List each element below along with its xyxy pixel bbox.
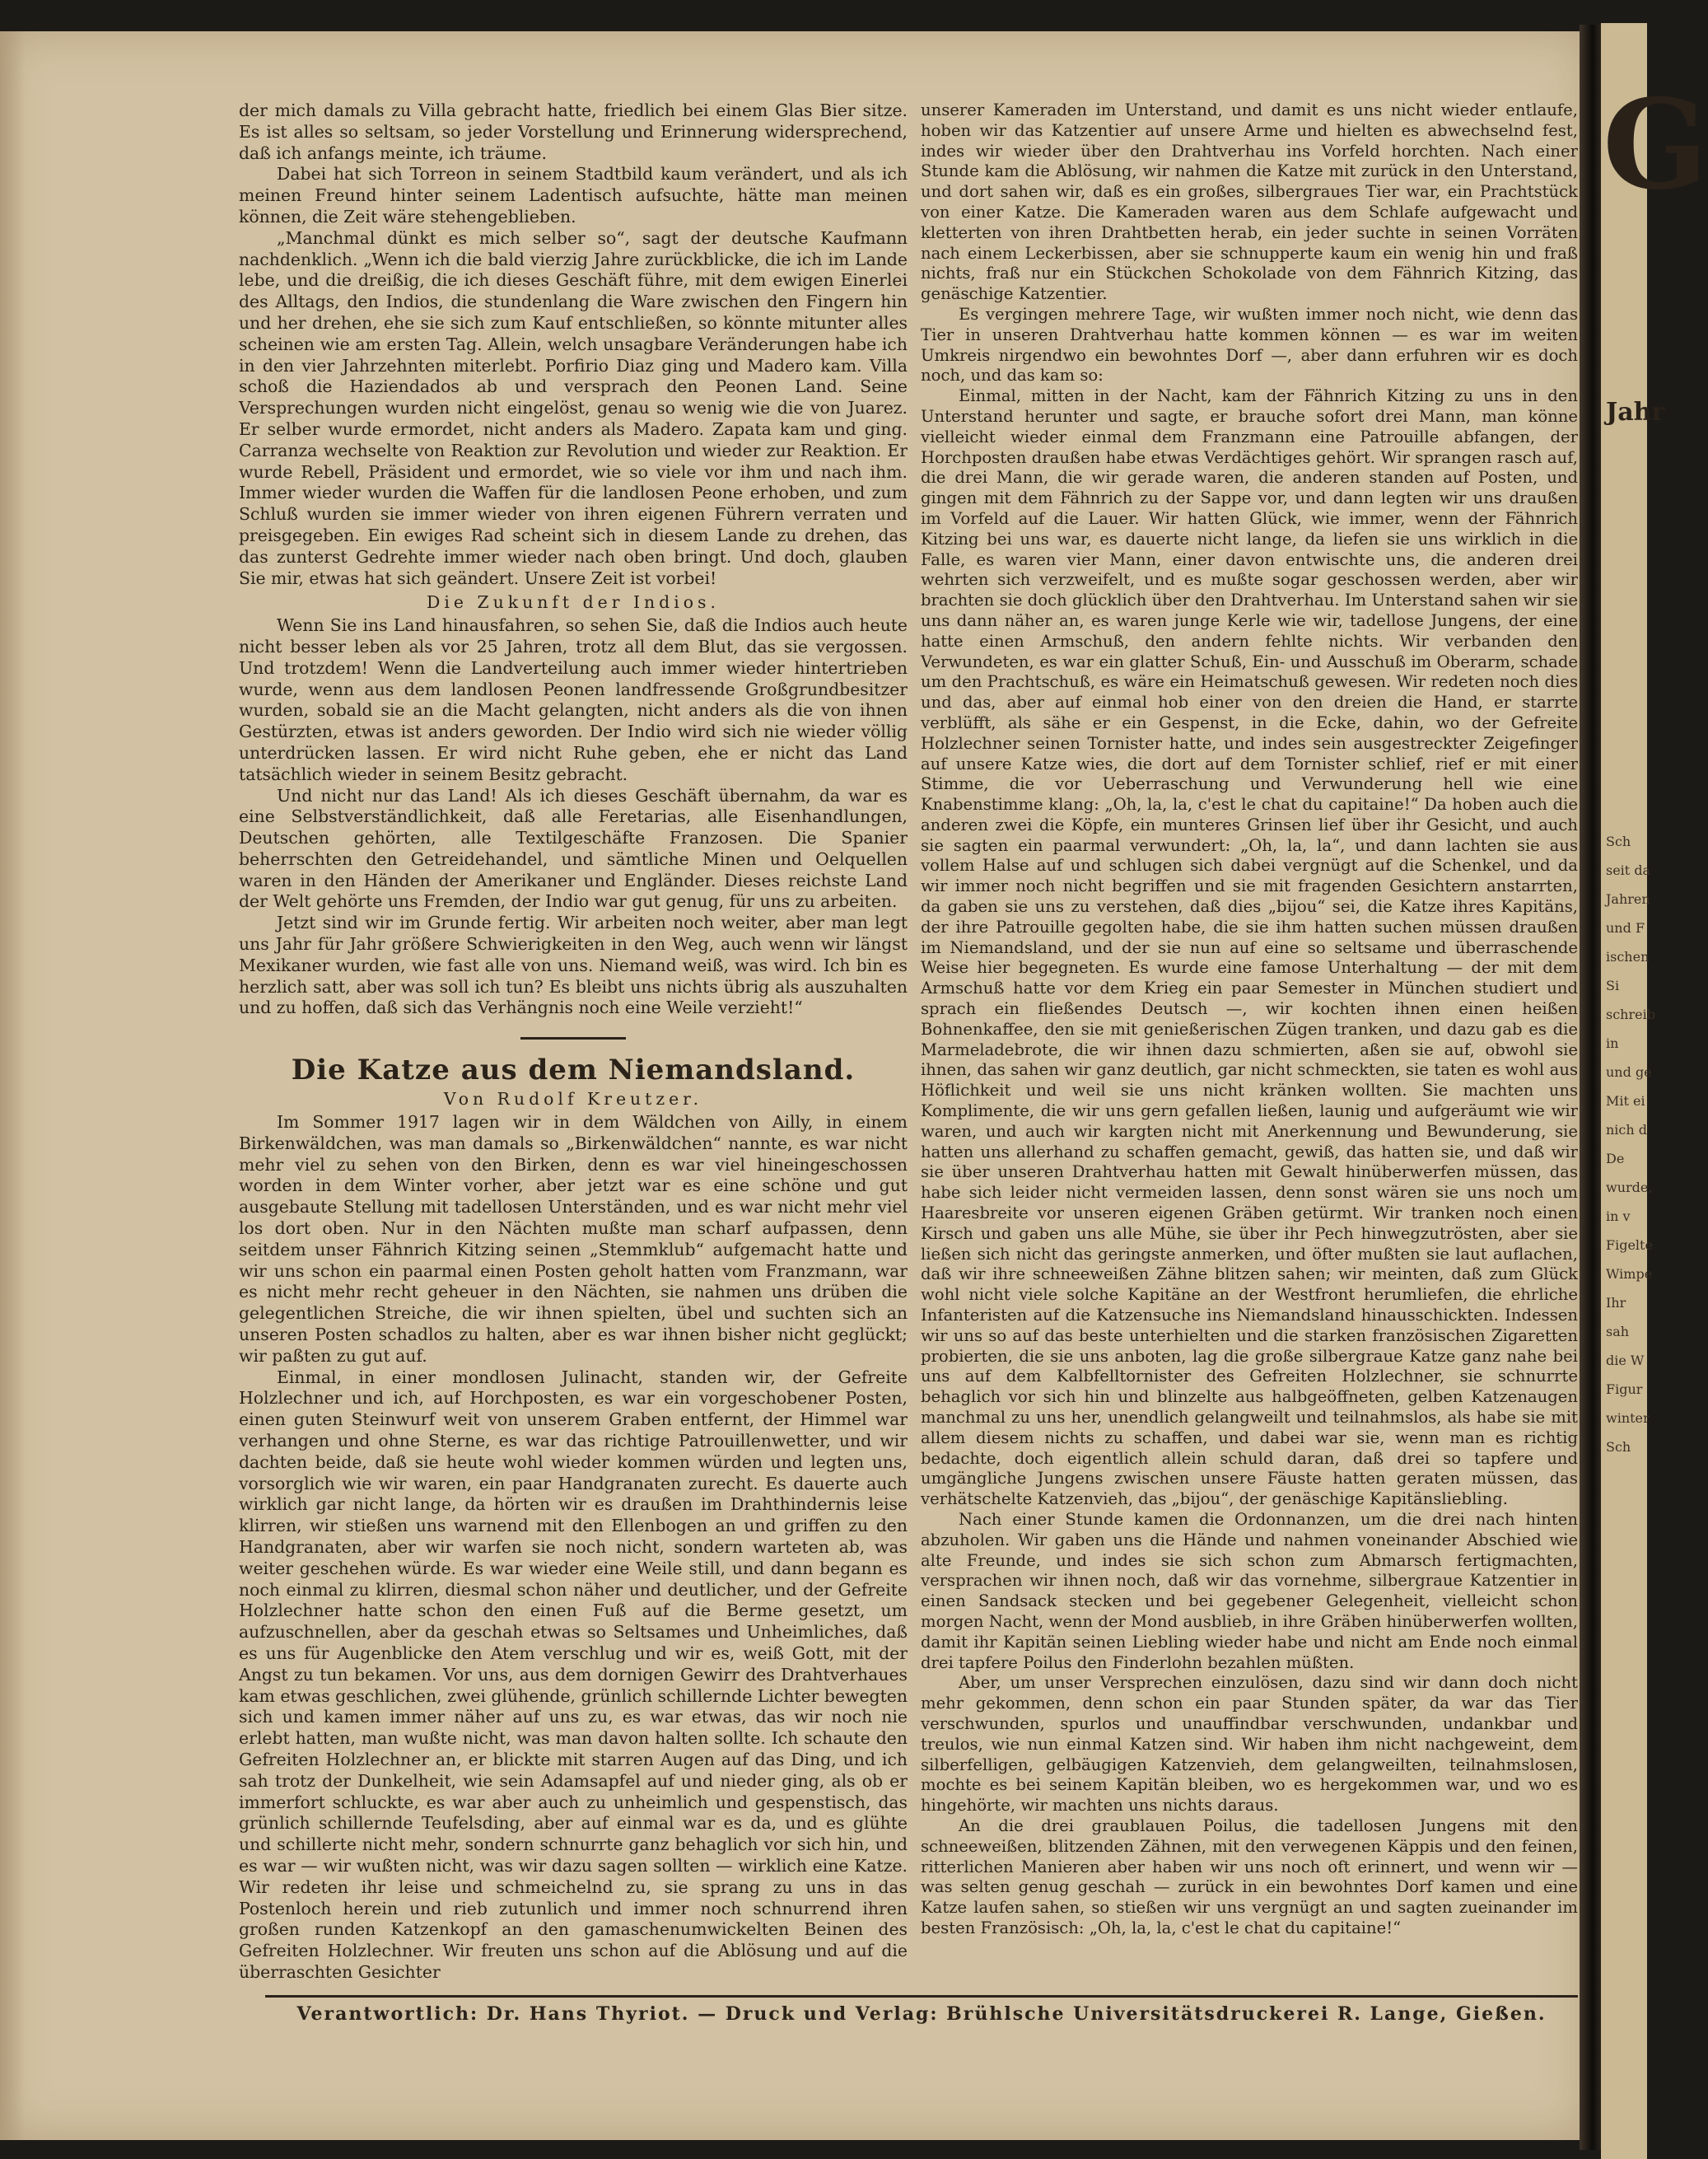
story-byline: Von Rudolf Kreutzer. <box>443 1089 703 1110</box>
footer-rule <box>265 1995 1578 1998</box>
adjacent-page-line: Wimpe <box>1606 1266 1653 1282</box>
paragraph: Im Sommer 1917 lagen wir in dem Wäldchen von Ailly, in einem Birkenwäldchen, was man damals so „Birkenwäldchen“ nannte, es war nicht mehr viel zu sehen von den Birken, denn es war viel hineingeschossen worden in dem Winter vorher, aber jetzt war es eine schöne und gut ausgebaute Stellung mit tadellosen Unterständen, und es war nicht mehr viel los dort oben. Nur in den Nächten mußte man scharf aufpassen, denn seitdem unser Fähnrich Kitzing seinen „Stemmklub“ aufgemacht hatte und wir uns schon ein paarmal einen Posten geholt hatten vom Franzmann, war es nicht mehr recht geheuer in den Nächten, sie nahmen uns drüben die gelegentlichen Streiche, die wir ihnen spielten, übel und suchten sich an unseren Posten schadlos zu halten, aber es war ihnen bisher nicht geglückt; wir paßten zu gut auf. <box>239 1112 908 1366</box>
story-body-continuation <box>921 100 1578 1939</box>
adjacent-page-line: Sch <box>1606 1439 1631 1455</box>
paragraph: Nach einer Stunde kamen die Ordonnanzen, um die drei nach hinten abzuholen. Wir gaben uns die Hände und nahmen voneinander Abschied wie alte Freunde, und indes sie sich schon zum Abmarsch fertigmachten, versprachen wir ihnen noch, daß wir das vornehme, silbergraue Katzentier in einen Sandsack stecken und bei gegebener Gelegenheit, vielleicht schon morgen Nacht, wenn der Mond ausblieb, in ihre Gräben hinüberwerfen wollten, damit ihr Kapitän seinen Liebling wieder habe und nicht am Ende noch einmal drei tapfere Poilus den Finderlohn bezahlen müßten. <box>921 1509 1578 1672</box>
adjacent-page-line: und ge <box>1606 1064 1652 1080</box>
adjacent-page-line: Sch <box>1606 834 1631 849</box>
paragraph: Einmal, in einer mondlosen Julinacht, standen wir, der Gefreite Holzlechner und ich, auf Horchposten, es war ein vorgeschobener Posten, einen guten Steinwurf weit von unserem Graben entfernt, der Himmel war verhangen und ohne Sterne, es war das richtige Patrouillenwetter, und wir dachten beide, daß sie heute wohl wieder kommen würden und legten uns, vorsorglich wie wir waren, ein paar Handgranaten zurecht. Es dauerte auch wirklich gar nicht lange, da hörten wir es draußen im Drahthindernis leise klirren, wir stießen uns warnend mit den Ellenbogen an und griffen zu den Handgranaten, aber wir warfen sie noch nicht, sondern warteten ab, was weiter geschehen würde. Es war wieder eine Weile still, und dann begann es noch einmal zu klirren, diesmal schon näher und deutlicher, und der Gefreite Holzlechner hatte schon den einen Fuß auf die Berme gesetzt, um aufzuschnellen, aber da geschah etwas so Seltsames und Unheimliches, daß es uns für Augenblicke den Atem verschlug und wir es, weiß Gott, mit der Angst zu tun bekamen. Vor uns, aus dem dornigen Gewirr des Drahtverhaues kam etwas geschlichen, zwei glühende, grünlich schillernde Lichter bewegten sich und kamen immer näher auf uns zu, es war etwas, das wir noch nie erlebt hatten, man wußte nicht, was man davon halten sollte. Ich schaute den Gefreiten Holzlechner an, er blickte mit starren Augen auf das Ding, und ich sah trotz der Dunkelheit, wie sein Adamsapfel auf und nieder ging, als ob er immerfort schluckte, es war aber auch zu unheimlich und gespenstisch, das grünlich schillernde Teufelsding, aber auf einmal war es da, und es glühte und schillerte nicht mehr, sondern schnurrte ganz behaglich vor sich hin, und es war — wir wußten nicht, was wir dazu sagen sollten — wirklich eine Katze. Wir redeten ihr leise und schmeichelnd zu, sie sprang zu uns in das Postenloch herein und rieb zutunlich und immer noch schnurrend ihren großen runden Katzenkopf an den gamaschenumwickelten Beinen des Gefreiten Holzlechner. Wir freuten uns schon auf die Ablösung und auf die überraschten Gesichter <box>239 1367 908 1982</box>
adjacent-page-line: sah <box>1606 1324 1630 1339</box>
paragraph: Jetzt sind wir im Grunde fertig. Wir arbeiten noch weiter, aber man legt uns Jahr für Jahr größere Schwierigkeiten in den Weg, auch wenn wir längst Mexikaner wurden, wie fast alle von uns. Niemand weiß, was wird. Ich bin es herzlich satt, aber was soll ich tun? Es bleibt uns nichts übrig als auszuhalten und zu hoffen, daß sich das Verhängnis noch eine Weile verzieht!“ <box>239 913 908 1018</box>
mexico-article-section <box>239 615 908 1019</box>
adjacent-page-line: Figelte <box>1606 1237 1653 1253</box>
paragraph: der mich damals zu Villa gebracht hatte, friedlich bei einem Glas Bier sitze. Es ist alles so seltsam, so jeder Vorstellung und Erinnerung widersprechend, daß ich anfangs meinte, ich träume. <box>239 100 908 163</box>
binding-spine <box>1580 25 1601 2150</box>
adjacent-page-masthead-glyph: G <box>1603 72 1708 217</box>
section-subheading: Die Zukunft der Indios. <box>427 592 720 613</box>
paragraph: Es vergingen mehrere Tage, wir wußten immer noch nicht, wie denn das Tier in unseren Drahtverhau hatte kommen können — es war im weiten Umkreis nirgendwo ein bewohntes Dorf —, aber dann erfuhren wir es doch noch, und das kam so: <box>921 304 1578 386</box>
adjacent-page-line: die W <box>1606 1353 1645 1368</box>
paragraph: „Manchmal dünkt es mich selber so“, sagt der deutsche Kaufmann nachdenklich. „Wenn ich die bald vierzig Jahre zurückblicke, die ich im Lande lebe, und die dreißig, die ich dieses Geschäft führe, mit dem ewigen Einerlei des Alltags, den Indios, die stundenlang die Ware zwischen den Fingern hin und her drehen, ehe sie sich zum Kauf entschließen, so könnte mitunter alles scheinen wie am ersten Tag. Allein, welch unsagbare Veränderungen habe ich in den vier Jahrzehnten miterlebt. Porfirio Diaz ging und Madero kam. Villa schoß die Haziendados ab und versprach den Peonen Land. Seine Versprechungen wurden nicht eingelöst, genau so wenig wie die von Juarez. Er selber wurde ermordet, nicht anders als Madero. Zapata kam und ging. Carranza wechselte von Reaktion zur Revolution und wieder zur Reaktion. Er wurde Rebell, Präsident und ermordet, wie so viele vor ihm und nach ihm. Immer wieder wurden die Waffen für die landlosen Peone erhoben, und zum Schluß wurden sie immer wieder von ihren eigenen Führern verraten und preisgegeben. Ein ewiges Rad scheint sich in diesem Lande zu drehen, das das zunterst Gedrehte immer wieder nach oben bringt. Und doch, glauben Sie mir, etwas hat sich geändert. Unsere Zeit ist vorbei! <box>239 227 908 588</box>
paragraph: unserer Kameraden im Unterstand, und damit es uns nicht wieder entlaufe, hoben wir das Katzentier auf unsere Arme und hielten es abwechselnd fest, indes wir wieder über den Drahtverhau ins Vorfeld horchten. Nach einer Stunde kam die Ablösung, wir nahmen die Katze mit zurück in den Unterstand, und dort sahen wir, daß es ein großes, silbergraues Tier war, ein Prachtstück von einer Katze. Die Kameraden waren aus dem Schlafe aufgewacht und kletterten von ihren Drahtbetten herab, ein jeder suchte in seinen Vorräten nach einem Leckerbissen, aber sie schnupperte kaum ein wenig hin und fraß nichts, fraß nur ein Stückchen Schokolade von dem Fähnrich Kitzing, das genäschige Katzentier. <box>921 100 1578 304</box>
paragraph: Wenn Sie ins Land hinausfahren, so sehen Sie, daß die Indios auch heute nicht besser leben als vor 25 Jahren, trotz all dem Blut, das sie vergossen. Und trotzdem! Wenn die Landverteilung auch immer wieder hintertrieben wurde, wenn aus dem landlosen Peonen landfressende Großgrundbesitzer wurden, sobald sie an die Macht gelangten, nicht anders als die von ihnen Gestürzten, etwas ist anders geworden. Der Indio wird sich nie wieder völlig unterdrücken lassen. Er wird nicht Ruhe geben, ehe er nicht das Land tatsächlich wieder in seinem Besitz gebracht. <box>239 615 908 784</box>
article-divider <box>520 1037 626 1040</box>
paragraph: An die drei graublauen Poilus, die tadellosen Jungens mit den schneeweißen, blitzenden Zähnen, mit den verwegenen Käppis und den feinen, ritterlichen Manieren aber haben wir uns noch oft erinnert, und wenn wir — was selten genug geschah — zurück in ein bewohntes Dorf kamen und eine Katze laufen sahen, so stießen wir uns vergnügt an und sagten zueinander im besten Französisch: „Oh, la, la, c'est le chat du capitaine!“ <box>921 1816 1578 1937</box>
adjacent-page-line: und F <box>1606 920 1645 936</box>
adjacent-page-line: Ihr <box>1606 1295 1626 1311</box>
adjacent-page-line: in v <box>1606 1208 1631 1224</box>
right-column <box>921 100 1578 1939</box>
adjacent-page-edge <box>1601 23 1708 2159</box>
adjacent-page-line: De <box>1606 1151 1625 1166</box>
adjacent-page-headline: Jahr <box>1606 398 1665 427</box>
adjacent-page-line: Jahren <box>1606 891 1650 907</box>
story-title: Die Katze aus dem Niemandsland. <box>291 1054 856 1087</box>
left-column <box>239 100 908 1984</box>
adjacent-page-line: ischen <box>1606 949 1650 965</box>
adjacent-page-line: Figur <box>1606 1381 1643 1397</box>
adjacent-page-line: in <box>1606 1035 1619 1051</box>
page-fold-shadow <box>0 31 25 2140</box>
adjacent-page-line: wurde, <box>1606 1180 1653 1195</box>
adjacent-page-line: schreib <box>1606 1007 1655 1022</box>
paragraph: Dabei hat sich Torreon in seinem Stadtbild kaum verändert, und als ich meinen Freund hinter seinem Ladentisch aufsuchte, hätte man meinen können, die Zeit wäre stehengeblieben. <box>239 164 908 227</box>
adjacent-page-line: Si <box>1606 978 1620 993</box>
adjacent-page-line: winter <box>1606 1410 1650 1426</box>
paragraph: Und nicht nur das Land! Als ich dieses Geschäft übernahm, da war es eine Selbstverständlichkeit, daß alle Feretarias, alle Eisenhandlungen, Deutschen gehörten, alle Textilgeschäfte Franzosen. Die Spanier beherrschten den Getreidehandel, und sämtliche Minen und Oelquellen waren in den Händen der Amerikaner und Engländer. Dieses reichste Land der Welt gehörte uns Fremden, der Indio war gut genug, für uns zu arbeiten. <box>239 785 908 912</box>
imprint-footer: Verantwortlich: Dr. Hans Thyriot. — Druck und Verlag: Brühlsche Universitätsdruckerei R. Lange, Gießen. <box>296 2003 1547 2025</box>
adjacent-page-line: Mit ei <box>1606 1093 1645 1109</box>
adjacent-page-line: nich d <box>1606 1122 1648 1138</box>
mexico-article-continuation <box>239 100 908 589</box>
paragraph: Einmal, mitten in der Nacht, kam der Fähnrich Kitzing zu uns in den Unterstand herunter und sagte, er brauche sofort drei Mann, man könne vielleicht wieder einmal dem Franzmann eine Patrouille abfangen, der Horchposten draußen habe etwas Verdächtiges gehört. Wir sprangen rasch auf, die drei Mann, die wir gerade waren, die anderen standen auf Posten, und gingen mit dem Fähnrich zu der Sappe vor, und dann legten wir uns draußen im Vorfeld auf die Lauer. Wir hatten Glück, wie immer, wenn der Fähnrich Kitzing bei uns war, es dauerte nicht lange, da liefen sie uns wirklich in die Falle, es waren vier Mann, einer davon entwischte uns, die anderen drei wehrten sich verzweifelt, und es mußte sogar geschossen werden, aber wir brachten sie doch glücklich über den Drahtverhau. Im Unterstand sahen wir sie uns dann näher an, es waren junge Kerle wie wir, tadellose Jungens, der eine hatte einen Armschuß, den andern fehlte nichts. Wir verbanden den Verwundeten, es war ein glatter Schuß, Ein- und Ausschuß im Oberarm, schade um den Prachtschuß, es wäre ein Heimatschuß gewesen. Wir redeten noch dies und das, aber auf einmal hob einer von den dreien die Hand, er starrte verblüfft, als sähe er ein Gespenst, in die Ecke, dahin, wo der Gefreite Holzlechner seinen Tornister hatte, und indes sein ausgestreckter Zeigefinger auf unsere Katze wies, die dort auf dem Tornister schlief, rief er mit einer Stimme, die vor Ueberraschung und Verwunderung hell wie eine Knabenstimme klang: „Oh, la, la, c'est le chat du capitaine!“ Da hoben auch die anderen zwei die Köpfe, ein munteres Grinsen lief über ihr Gesicht, und auch sie sagten ein paarmal verwundert: „Oh, la, la“, und dann lachten sie aus vollem Halse auf und schlugen sich dabei vergnügt auf die Schenkel, und da wir immer noch nicht begriffen und sie mit fragenden Gesichtern anstarrten, da gaben sie uns zu verstehen, daß dies „bijou“ sei, die Katze ihres Kapitäns, der ihre Patrouille gegolten habe, die sie ihm hatten suchen müssen draußen im Niemandsland, und der sie nun auf eine so seltsame und überraschende Weise hier begegneten. Es wurde eine famose Unterhaltung — der mit dem Armschuß hatte vor dem Krieg ein paar Semester in München studiert und sprach ein fließendes Deutsch —, wir kochten ihnen einen heißen Bohnenkaffee, den sie mit genießerischen Zügen tranken, und dazu gab es die Marmeladebrote, die wir ihnen dazu schmierten, aßen sie auf, obwohl sie ihnen, das sahen wir ganz deutlich, gar nicht schmeckten, sie taten es wohl aus Höflichkeit und weil sie uns nicht kränken wollten. Sie machten uns Komplimente, die wir uns gern gefallen ließen, launig und aufgeräumt wie wir waren, und auch wir kargten nicht mit Anerkennung und Bewunderung, sie hatten uns allerhand zu schaffen gemacht, gewiß, das hatten sie, und daß wir sie über unseren Drahtverhau hatten mit Gewalt hinüberwerfen müssen, das habe sich leider nicht vermeiden lassen, denn sonst wären sie uns noch um Haaresbreite vor unseren eigenen Gräben getürmt. Wir tranken noch einen Kirsch und gaben uns alle Mühe, sie über ihr Pech hinwegzutrösten, aber sie ließen sich nicht das geringste anmerken, und öfter mußten sie laut auflachen, daß wir ihre schneeweißen Zähne blitzen sahen; wir meinten, daß zum Glück wohl nicht viele solche Kapitäne an der Westfront herumliefen, die ehrliche Infanteristen auf die Katzensuche ins Niemandsland hinausschickten. Indessen wir uns so auf das beste unterhielten und die starken französischen Zigaretten probierten, die sie uns anboten, lag die große silbergraue Katze ganz nahe bei uns auf dem Kalbfelltornister des Gefreiten Holzlechner, sie schnurrte behaglich vor sich hin und blinzelte aus halbgeöffneten, gelben Katzenaugen manchmal zu uns her, unendlich gelangweilt und teilnahmslos, als habe sie mit allem diesem nichts zu schaffen, und dabei war sie, wenn man es richtig bedachte, doch eigentlich allein schuld daran, daß drei so tapfere und umgängliche Jungens zwischen unsere Fäuste hatten geraten müssen, das verhätschelte Katzenvieh, das „bijou“, der genäschige Kapitänsliebling. <box>921 386 1578 1509</box>
story-body-start <box>239 1112 908 1984</box>
paragraph: Aber, um unser Versprechen einzulösen, dazu sind wir dann doch nicht mehr gekommen, denn schon ein paar Stunden später, da war das Tier verschwunden, spurlos und unauffindbar verschwunden, undankbar und treulos, wie nun einmal Katzen sind. Wir haben ihm nicht nachgeweint, dem silberfelligen, gelbäugigen Katzenvieh, dem gelangweilten, teilnahmslosen, mochte es bei seinem Kapitän bleiben, wo es hergekommen war, und wo es hingehörte, wir machten uns nichts daraus. <box>921 1673 1578 1816</box>
adjacent-page-line: seit da <box>1606 862 1651 878</box>
